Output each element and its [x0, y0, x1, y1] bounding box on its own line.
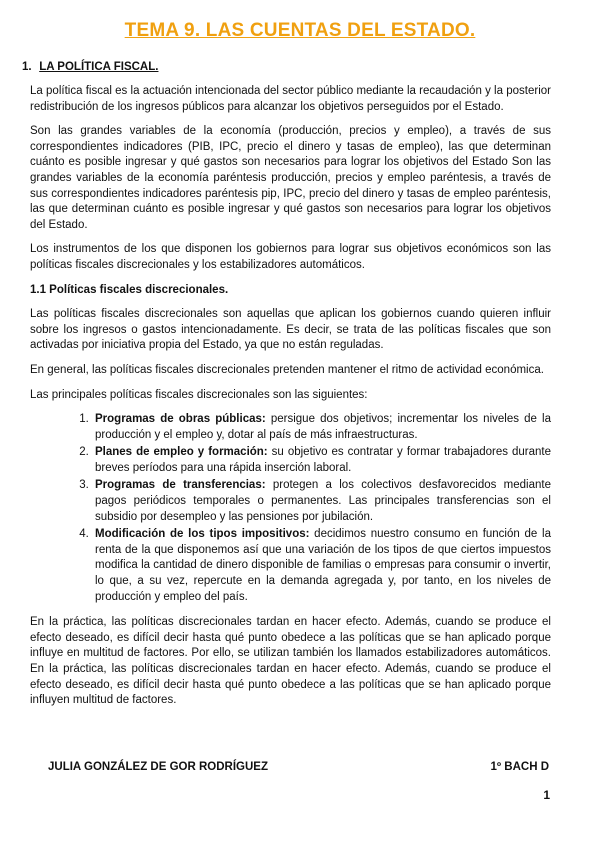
- document-body: [30, 84, 551, 718]
- page-number: 1: [543, 788, 550, 802]
- document-title: TEMA 9. LAS CUENTAS DEL ESTADO.: [124, 20, 476, 41]
- list-item-text: su objetivo es contratar y formar trabajadores durante breves períodos para una rápida inserción laboral.: [95, 446, 552, 474]
- footer-author: JULIA GONZÁLEZ DE GOR RODRÍGUEZ: [48, 761, 268, 773]
- section-heading: [22, 61, 158, 73]
- list-item-term: Programas de obras públicas:: [95, 413, 266, 426]
- paragraph: En general, las políticas fiscales discrecionales pretenden mantener el ritmo de actividad económica.: [30, 363, 544, 376]
- paragraph: Las principales políticas fiscales discrecionales son las siguientes:: [30, 388, 368, 401]
- footer-class: 1º BACH D: [490, 761, 549, 773]
- paragraph: Son las grandes variables de la economía (producción, precios y empleo), a través de sus correspondientes indicadores (PIB, IPC, precio el dinero y tasas de empleo), las que determinan cuánto es posible ingresar y qué gastos son necesarios para lograr los objetivos del Estado Son las grandes variables de la economía paréntesis producción, precios y empleo paréntesis, a través de sus correspondientes indicadores paréntesis pip, IPC, precio del dinero y tasas de empleo paréntesis, las que determinan cuánto es posible ingresar y qué gastos son necesarios para lograr los objetivos del Estado.: [30, 125, 551, 231]
- list-item-term: Modificación de los tipos impositivos:: [95, 528, 310, 541]
- paragraph: En la práctica, las políticas discrecionales tardan en hacer efecto. Además, cuando se produce el efecto deseado, es difícil decir hasta qué punto obedece a las políticas que se han aplicado porque influye en multitud de factores. Por ello, se utilizan también los llamados estabilizadores automáticos. En la práctica, las políticas discrecionales tardan en hacer efecto. Además, cuando se produce el efecto deseado, es difícil decir hasta qué punto obedece a las políticas que se han aplicado porque influyen multitud de factores.: [30, 616, 551, 707]
- list-item-term: Planes de empleo y formación:: [95, 446, 268, 459]
- list-item: [92, 412, 551, 443]
- list-item-text: decidimos nuestro consumo en función de la renta de la que disponemos así que una variación de los tipos de que ciertos impuestos modifica la cantidad de dinero disponible de familias o empresas para consumir o invertir, lo que, a su vez, repercute en la demanda agregada y, por tanto, en los niveles de producción y empleo del país.: [95, 528, 551, 603]
- subsection-heading: 1.1 Políticas fiscales discrecionales.: [30, 283, 229, 296]
- list-item-text: persigue dos objetivos; incrementar los niveles de la producción y el empleo y, dotar al país de más infraestructuras.: [95, 413, 551, 441]
- list-item: [92, 527, 551, 605]
- paragraph: Las políticas fiscales discrecionales son aquellas que aplican los gobiernos cuando quieren influir sobre los ingresos o gastos intencionadamente. Es decir, se trata de las políticas fiscales que son activadas por iniciativa propia del Estado, ya que no están reguladas.: [30, 308, 551, 352]
- policy-list: [30, 412, 551, 605]
- section-heading-text: LA POLÍTICA FISCAL.: [39, 61, 159, 73]
- list-item: [92, 478, 551, 525]
- list-item: [92, 445, 551, 476]
- list-item-term: Programas de transferencias:: [95, 479, 266, 492]
- paragraph: La política fiscal es la actuación intencionada del sector público mediante la recaudación y la posterior redistribución de los ingresos públicos para alcanzar los objetivos perseguidos por el Estado.: [30, 85, 551, 113]
- list-item-text: protegen a los colectivos desfavorecidos mediante pagos periódicos temporales o permanentes. Las principales transferencias son el subsidio por desempleo y las pensiones por jubilación.: [95, 479, 551, 523]
- section-number: 1.: [22, 61, 32, 73]
- paragraph: Los instrumentos de los que disponen los gobiernos para lograr sus objetivos económicos son las políticas fiscales discrecionales y los estabilizadores automáticos.: [30, 243, 551, 271]
